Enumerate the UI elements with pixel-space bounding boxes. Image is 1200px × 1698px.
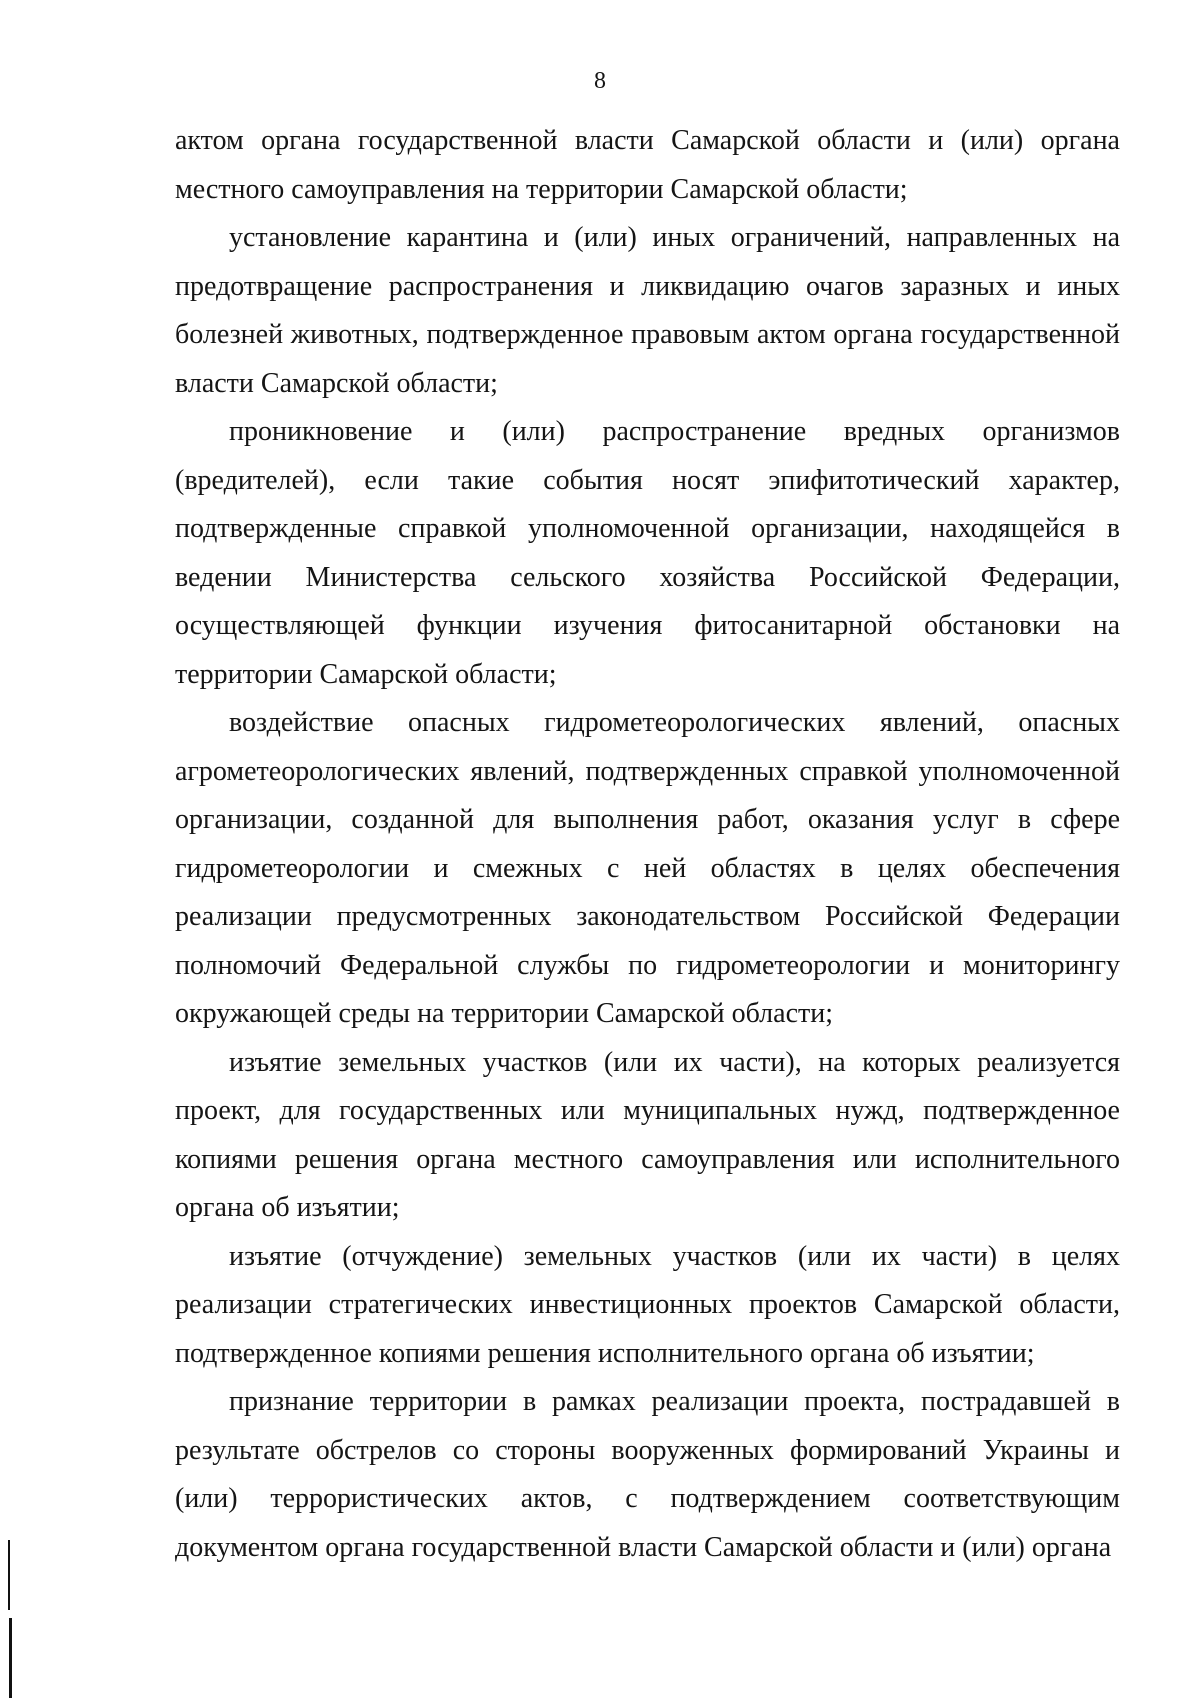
paragraph-4: воздействие опасных гидрометеорологических явлений, опасных агрометеорологических явлений, подтвержденных справкой уполномоченной организации, созданной для выполнения работ, оказания услуг в сфере гидрометеорологии и смежных с ней областях в целях обеспечения реализации предусмотренных законодательством Российской Федерации полномочий Федеральной службы по гидрометеорологии и мониторингу окружающей среды на территории Самарской области; — [175, 707, 1120, 1029]
scan-edge-mark — [9, 1618, 12, 1698]
paragraph-3: проникновение и (или) распространение вредных организмов (вредителей), если такие события носят эпифитотический характер, подтвержденные справкой уполномоченной организации, находящейся в ведении Министерства сельского хозяйства Российской Федерации, осуществляющей функции изучения фитосанитарной обстановки на территории Самарской области; — [175, 416, 1120, 690]
document-body — [175, 117, 1120, 1572]
paragraph-2: установление карантина и (или) иных ограничений, направленных на предотвращение распространения и ликвидацию очагов заразных и иных болезней животных, подтвержденное правовым актом органа государственной власти Самарской области; — [175, 222, 1120, 399]
paragraph-7: признание территории в рамках реализации проекта, пострадавшей в результате обстрелов со стороны вооруженных формирований Украины и (или) террористических актов, с подтверждением соответствующим документом органа государственной власти Самарской области и (или) органа — [175, 1386, 1120, 1563]
paragraph-5: изъятие земельных участков (или их части), на которых реализуется проект, для государственных или муниципальных нужд, подтвержденное копиями решения органа местного самоуправления или исполнительного органа об изъятии; — [175, 1046, 1120, 1223]
page-number: 8 — [594, 68, 606, 94]
paragraph-1: актом органа государственной власти Самарской области и (или) органа местного самоуправления на территории Самарской области; — [175, 125, 1120, 205]
paragraph-6: изъятие (отчуждение) земельных участков (или их части) в целях реализации стратегических инвестиционных проектов Самарской области, подтвержденное копиями решения исполнительного органа об изъятии; — [175, 1240, 1120, 1369]
scan-edge-mark — [8, 1540, 10, 1610]
